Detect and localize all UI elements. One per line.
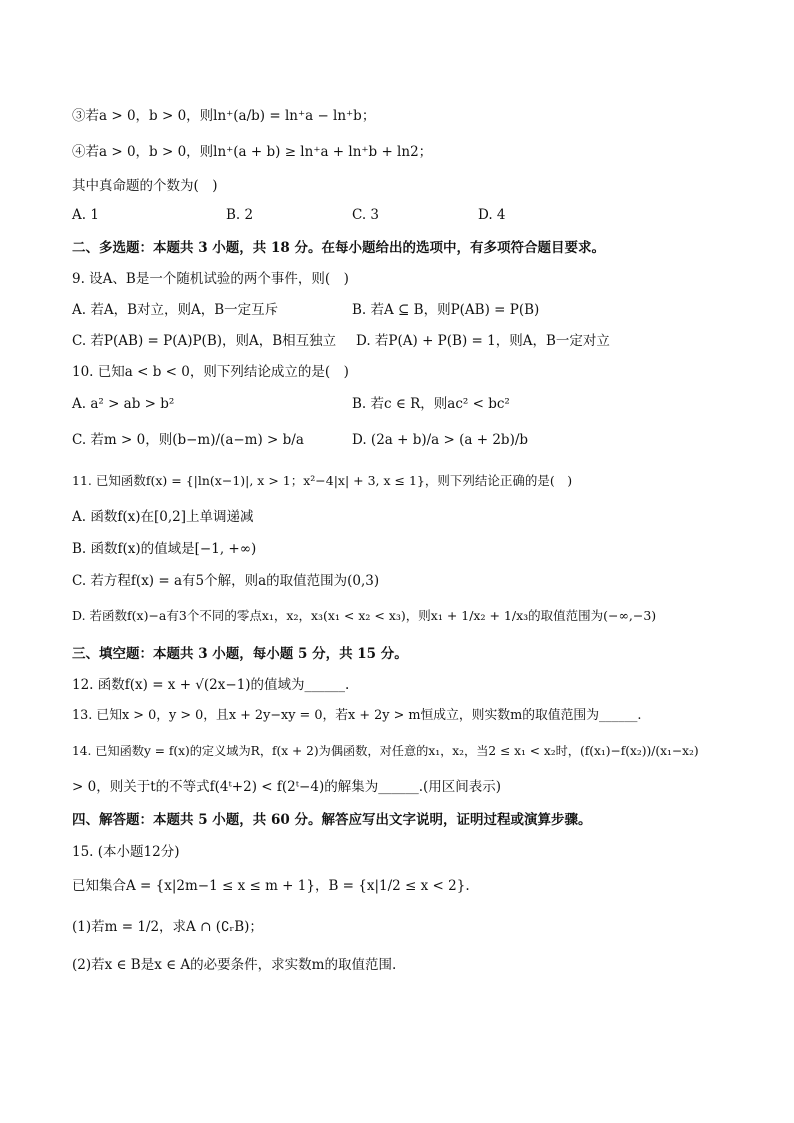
q11-option-c: C. 若方程f(x) = a有5个解，则a的取值范围为(0,3) xyxy=(72,573,380,589)
q10-option-d: D. (2a + b)/a > (a + 2b)/b xyxy=(352,432,529,448)
question-15-part-2: (2)若x ∈ B是x ∈ A的必要条件，求实数m的取值范围. xyxy=(72,957,397,973)
question-11-stem: 11. 已知函数f(x) = {|ln(x−1)|, x > 1；x²−4|x| + 3, x ≤ 1}，则下列结论正确的是( ) xyxy=(72,473,573,488)
question-14-line-1: 14. 已知函数y = f(x)的定义域为R，f(x + 2)为偶函数，对任意的x₁，x₂，当2 ≤ x₁ < x₂时，(f(x₁)−f(x₂))/(x₁−x₂) xyxy=(72,744,699,758)
q11-option-a: A. 函数f(x)在[0,2]上单调递减 xyxy=(72,509,254,525)
question-10-stem: 10. 已知a < b < 0，则下列结论成立的是( ) xyxy=(72,364,349,380)
question-15-stem: 已知集合A = {x|2m−1 ≤ x ≤ m + 1}，B = {x|1/2 ≤ x < 2}. xyxy=(72,878,470,894)
q10-option-b: B. 若c ∈ R，则ac² < bc² xyxy=(352,396,510,412)
question-13: 13. 已知x > 0，y > 0，且x + 2y−xy = 0，若x + 2y > m恒成立，则实数m的取值范围为______. xyxy=(72,708,642,723)
section-4-heading: 四、解答题：本题共 5 小题，共 60 分。解答应写出文字说明，证明过程或演算步骤。 xyxy=(72,812,592,828)
q9-option-a: A. 若A，B对立，则A，B一定互斥 xyxy=(72,302,279,318)
q9-option-c: C. 若P(AB) = P(A)P(B)，则A，B相互独立 xyxy=(72,333,337,349)
q8-option-d: D. 4 xyxy=(478,207,506,223)
section-2-heading: 二、多选题：本题共 3 小题，共 18 分。在每小题给出的选项中，有多项符合题目要求。 xyxy=(72,240,605,256)
q9-option-b: B. 若A ⊆ B，则P(AB) = P(B) xyxy=(352,302,540,318)
question-15-part-1: (1)若m = 1/2，求A ∩ (∁ᵣB)； xyxy=(72,919,263,935)
q10-option-a: A. a² > ab > b² xyxy=(72,396,175,412)
question-14-line-2: > 0，则关于t的不等式f(4ᵗ+2) < f(2ᵗ−4)的解集为______.(用区间表示) xyxy=(72,779,502,795)
question-8-stem: 其中真命题的个数为( ) xyxy=(72,178,218,194)
question-12: 12. 函数f(x) = x + √(2x−1)的值域为______. xyxy=(72,677,350,693)
q11-option-b: B. 函数f(x)的值域是[−1, +∞) xyxy=(72,541,257,557)
question-9-stem: 9. 设A、B是一个随机试验的两个事件，则( ) xyxy=(72,271,349,287)
question-15-header: 15. (本小题12分) xyxy=(72,844,180,860)
q8-option-c: C. 3 xyxy=(352,207,380,223)
section-3-heading: 三、填空题：本题共 3 小题，每小题 5 分，共 15 分。 xyxy=(72,646,408,662)
q8-option-b: B. 2 xyxy=(226,207,254,223)
q11-option-d: D. 若函数f(x)−a有3个不同的零点x₁，x₂，x₃(x₁ < x₂ < x₃)，则x₁ + 1/x₂ + 1/x₃的取值范围为(−∞,−3) xyxy=(72,608,657,623)
proposition-4: ④若a > 0，b > 0，则ln⁺(a + b) ≥ ln⁺a + ln⁺b + ln2； xyxy=(72,144,433,160)
proposition-3: ③若a > 0，b > 0，则ln⁺(a/b) = ln⁺a − ln⁺b； xyxy=(72,108,376,124)
q10-option-c: C. 若m > 0，则(b−m)/(a−m) > b/a xyxy=(72,432,304,448)
q8-option-a: A. 1 xyxy=(72,207,99,223)
q9-option-d: D. 若P(A) + P(B) = 1，则A，B一定对立 xyxy=(356,333,610,349)
